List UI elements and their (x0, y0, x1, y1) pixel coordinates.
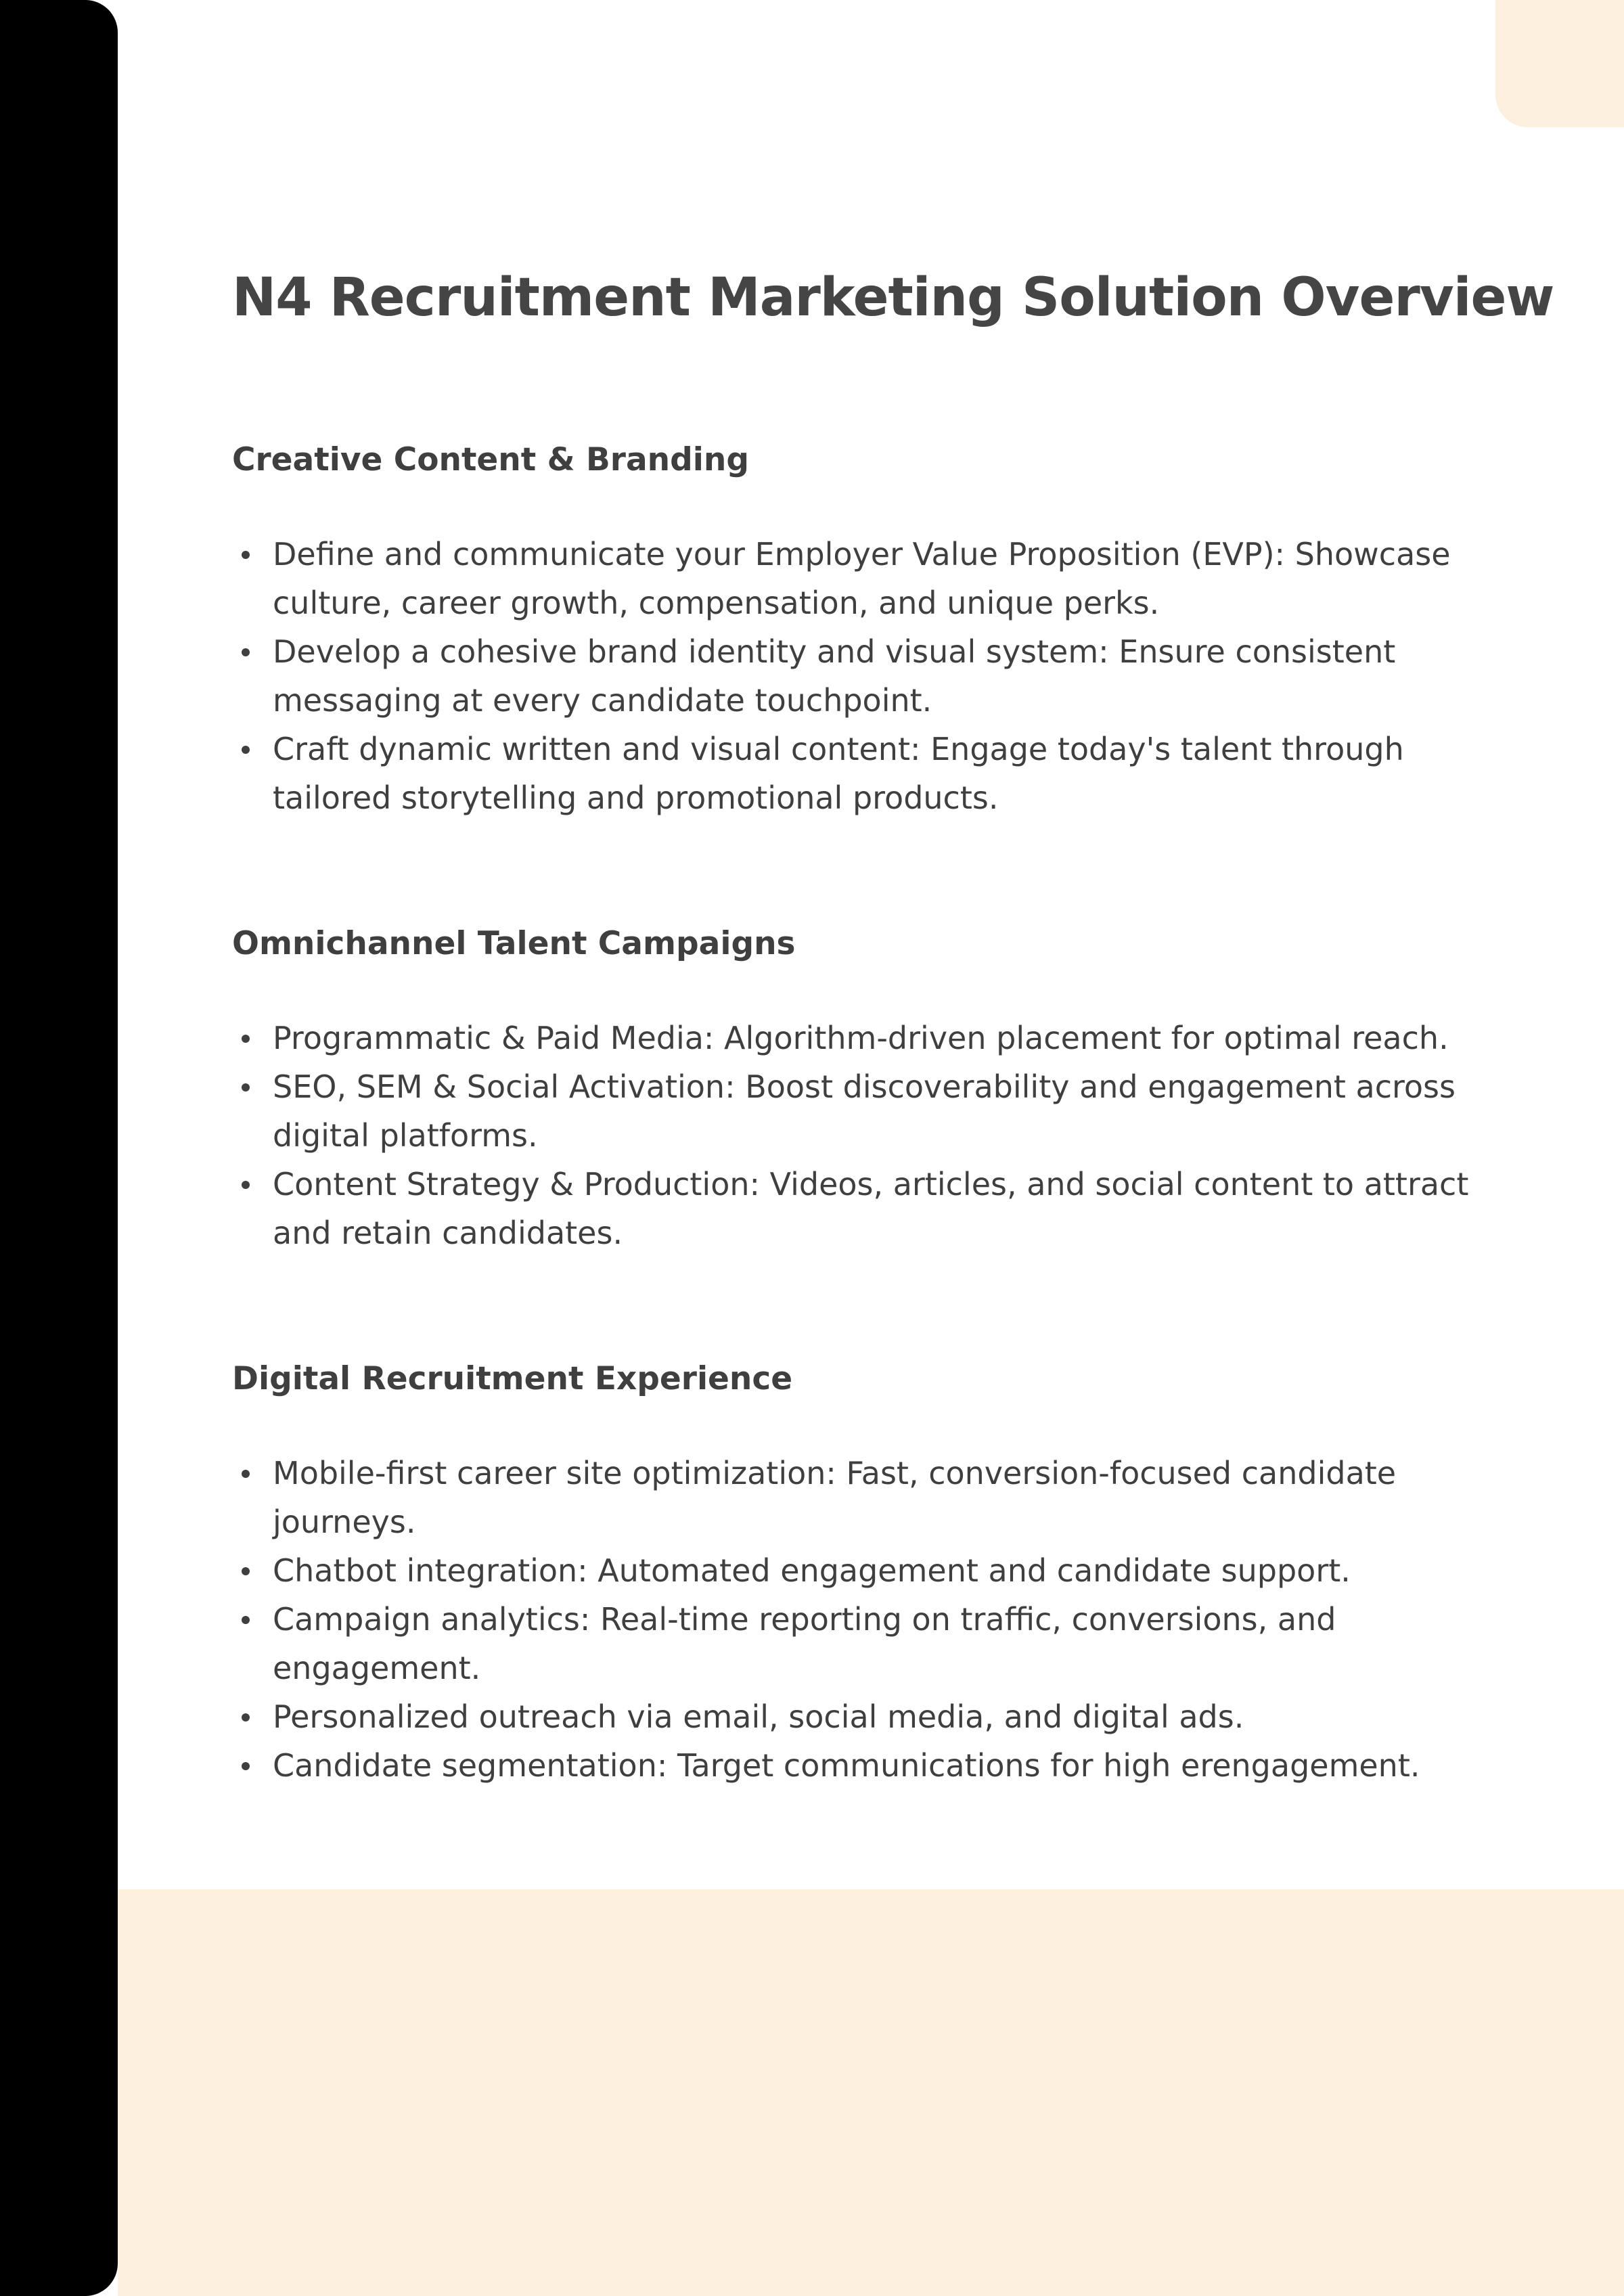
bullet-dot-icon (242, 1083, 250, 1091)
bullet-text: Content Strategy & Production: Videos, articles, and social content to attract and retain candidates. (273, 1166, 1469, 1251)
bullet-text: Mobile-first career site optimization: Fast, conversion-focused candidate journeys. (273, 1455, 1397, 1540)
bullet-text: Candidate segmentation: Target communications for high erengagement. (273, 1747, 1420, 1784)
section-creative-content-branding (232, 440, 1504, 822)
left-sidebar-bar (0, 0, 118, 2296)
bullet-item (232, 1692, 1504, 1741)
section-heading: Omnichannel Talent Campaigns (232, 925, 796, 962)
bullet-text: SEO, SEM & Social Activation: Boost discoverability and engagement across digital platforms. (273, 1068, 1456, 1154)
bullet-item (232, 1546, 1504, 1595)
bullet-dot-icon (242, 1181, 250, 1189)
bullet-item (232, 725, 1504, 822)
bullet-dot-icon (242, 1035, 250, 1043)
bullet-item (232, 1741, 1504, 1790)
bullet-dot-icon (242, 746, 250, 754)
bullet-item (232, 1014, 1504, 1062)
bullet-dot-icon (242, 1470, 250, 1478)
bullet-text: Programmatic & Paid Media: Algorithm-driven placement for optimal reach. (273, 1020, 1449, 1056)
bullet-dot-icon (242, 1762, 250, 1770)
bullet-item (232, 530, 1504, 627)
bullet-list (232, 530, 1504, 822)
bullet-item (232, 627, 1504, 725)
bullet-text: Campaign analytics: Real-time reporting on traffic, conversions, and engagement. (273, 1601, 1336, 1686)
bullet-dot-icon (242, 1567, 250, 1575)
section-omnichannel-talent-campaigns (232, 924, 1504, 1257)
bullet-dot-icon (242, 1713, 250, 1721)
footer-accent-band (118, 1889, 1624, 2296)
bullet-text: Define and communicate your Employer Value Proposition (EVP): Showcase culture, career growth, compensation, and unique perks. (273, 536, 1451, 621)
corner-accent-tab (1495, 0, 1624, 127)
section-digital-recruitment-experience (232, 1359, 1504, 1790)
bullet-item (232, 1449, 1504, 1546)
bullet-list (232, 1449, 1504, 1790)
bullet-dot-icon (242, 551, 250, 559)
bullet-text: Develop a cohesive brand identity and visual system: Ensure consistent messaging at every candidate touchpoint. (273, 633, 1396, 719)
page-content (232, 257, 1554, 1790)
bullet-text: Personalized outreach via email, social media, and digital ads. (273, 1698, 1244, 1735)
page-title: N4 Recruitment Marketing Solution Overview (232, 267, 1554, 328)
section-heading: Creative Content & Branding (232, 441, 749, 478)
bullet-item (232, 1160, 1504, 1257)
section-heading: Digital Recruitment Experience (232, 1360, 793, 1397)
bullet-list (232, 1014, 1504, 1257)
bullet-dot-icon (242, 1616, 250, 1624)
bullet-text: Chatbot integration: Automated engagement and candidate support. (273, 1552, 1351, 1589)
bullet-text: Craft dynamic written and visual content: Engage today's talent through tailored storytelling and promotional products. (273, 731, 1404, 816)
bullet-dot-icon (242, 648, 250, 656)
bullet-item (232, 1595, 1504, 1692)
bullet-item (232, 1062, 1504, 1160)
